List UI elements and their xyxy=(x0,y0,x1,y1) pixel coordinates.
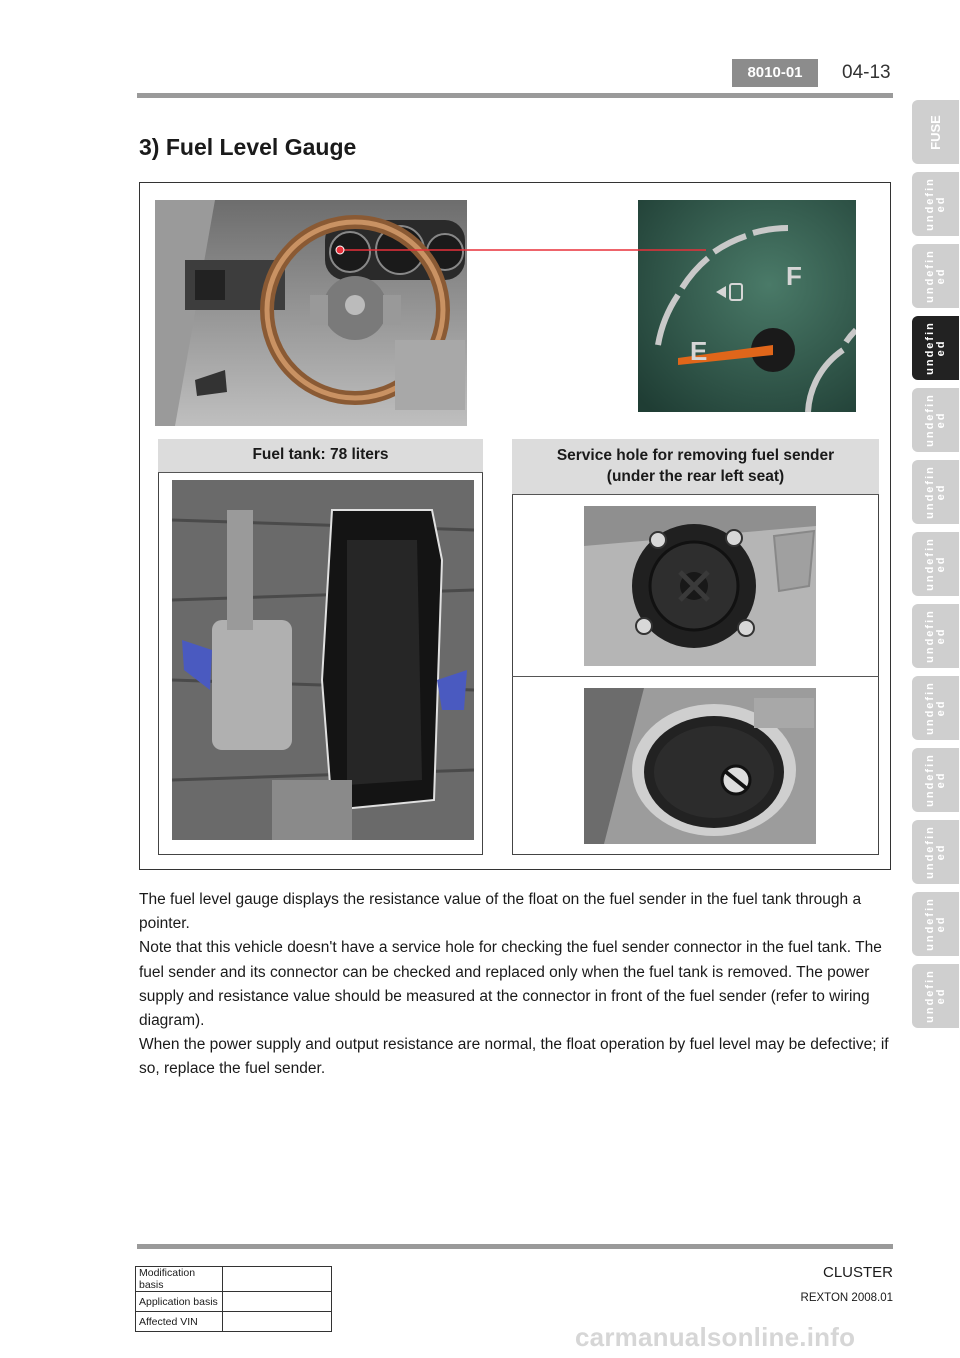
table-row xyxy=(136,1267,332,1292)
paragraph-1: The fuel level gauge displays the resistance value of the float on the fuel sender in the fuel tank through a pointer. xyxy=(139,891,862,933)
table-row xyxy=(136,1292,332,1312)
side-tab-label: undefin ed xyxy=(923,537,947,591)
side-tab-label: undefin ed xyxy=(923,753,947,807)
modification-basis-label: Modification basis xyxy=(136,1267,223,1292)
paragraph-2: Note that this vehicle doesn't have a service hole for checking the fuel sender connector in the fuel tank. The fuel sender and its connector can be checked and replaced only when the fuel tank is removed. The power supply and resistance value should be measured at the connector in front of the fuel sender (refer to wiring diagram). xyxy=(139,939,882,1030)
service-hole-caption-line1: Service hole for removing fuel sender xyxy=(556,447,835,464)
side-tab[interactable] xyxy=(912,172,959,236)
side-tab-label: undefin ed xyxy=(923,177,947,231)
side-tab-label: undefin ed xyxy=(923,393,947,447)
side-tab[interactable] xyxy=(912,820,959,884)
side-tab[interactable] xyxy=(912,460,959,524)
side-tab[interactable] xyxy=(912,892,959,956)
side-tab[interactable] xyxy=(912,388,959,452)
panel-divider xyxy=(512,676,879,677)
side-tab-label: undefin ed xyxy=(923,321,947,375)
table-row xyxy=(136,1312,332,1332)
side-tab[interactable] xyxy=(912,532,959,596)
service-hole-caption-line2: (under the rear left seat) xyxy=(606,468,785,485)
side-tab-label: undefin ed xyxy=(923,969,947,1023)
side-tab-active[interactable] xyxy=(912,316,959,380)
callout-line xyxy=(330,240,710,260)
side-tab[interactable] xyxy=(912,244,959,308)
side-tab-label: undefin ed xyxy=(923,249,947,303)
paragraph-3: When the power supply and output resistance are normal, the float operation by fuel level may be defective; if so, replace the fuel sender. xyxy=(139,1036,889,1078)
side-tab-label: undefin ed xyxy=(923,897,947,951)
header-divider xyxy=(137,93,893,98)
section-code-badge: 8010-01 xyxy=(732,59,818,87)
gauge-full-label: F xyxy=(786,261,802,291)
body-text xyxy=(139,888,891,1082)
fuel-gauge-photo xyxy=(638,200,856,412)
page-number: 04-13 xyxy=(842,62,891,83)
side-tab[interactable] xyxy=(912,964,959,1028)
application-basis-value xyxy=(223,1292,332,1312)
side-tab-label: undefin ed xyxy=(923,609,947,663)
side-tab-label: undefin ed xyxy=(923,465,947,519)
modification-basis-value xyxy=(223,1267,332,1292)
affected-vin-value xyxy=(223,1312,332,1332)
side-tab[interactable] xyxy=(912,604,959,668)
side-tab[interactable] xyxy=(912,676,959,740)
modification-table xyxy=(135,1266,332,1332)
side-tab-fuse[interactable] xyxy=(912,100,959,164)
dashboard-photo xyxy=(155,200,467,426)
footer-section: CLUSTER xyxy=(822,1264,893,1281)
gauge-empty-label: E xyxy=(690,336,708,366)
service-hole-closed-photo xyxy=(584,506,816,666)
footer-divider xyxy=(137,1244,893,1249)
side-tab-label: undefin ed xyxy=(923,825,947,879)
affected-vin-label: Affected VIN xyxy=(136,1312,223,1332)
service-hole-open-photo xyxy=(584,688,816,844)
fuel-tank-caption: Fuel tank: 78 liters xyxy=(158,439,483,473)
side-tab-label: FUSE xyxy=(928,114,943,150)
page-title: 3) Fuel Level Gauge xyxy=(139,134,357,160)
side-tab[interactable] xyxy=(912,748,959,812)
application-basis-label: Application basis xyxy=(136,1292,223,1312)
fuel-tank-photo xyxy=(172,480,474,840)
footer-model: REXTON 2008.01 xyxy=(800,1292,893,1304)
watermark: carmanualsonline.info xyxy=(575,1322,856,1352)
side-tab-label: undefin ed xyxy=(923,681,947,735)
service-hole-caption xyxy=(512,439,879,495)
